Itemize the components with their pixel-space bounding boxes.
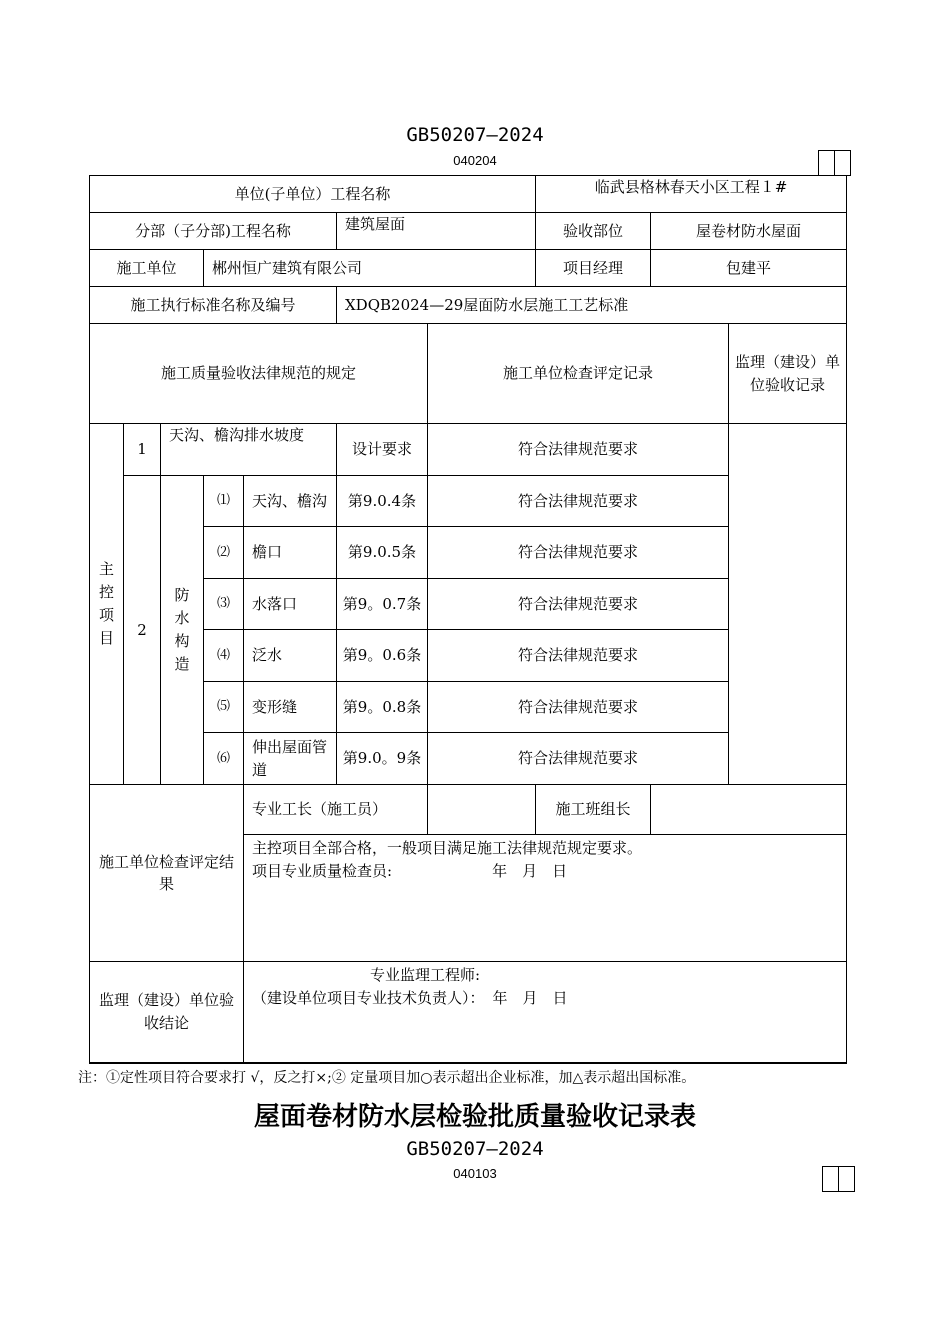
next-form-code: 040103 (453, 1166, 497, 1181)
subitem-clause: 第9.0.5条 (337, 527, 428, 579)
subitem-result: 符合法律规范要求 (428, 630, 729, 682)
project-label: 单位(子单位）工程名称 (90, 176, 536, 213)
next-standard-code: GB50207—2024 (406, 1138, 544, 1160)
subitem-name: 天沟、檐沟 (244, 476, 337, 527)
subdivision-label: 分部（子分部)工程名称 (90, 213, 337, 250)
next-checkbox-cells (822, 1166, 855, 1192)
supervisor-engineer-label: 专业监理工程师: (370, 966, 481, 984)
subitem-number: ⑶ (204, 579, 244, 630)
next-form-title: 屋面卷材防水层检验批质量验收记录表 (253, 1102, 696, 1132)
subitem-result: 符合法律规范要求 (428, 682, 729, 733)
standard-label: 施工执行标准名称及编号 (90, 287, 337, 324)
checkbox-cells (818, 150, 851, 176)
subitem-name: 伸出屋面管道 (244, 733, 337, 785)
acceptance-part-value: 屋卷材防水屋面 (651, 213, 847, 250)
contractor-label: 施工单位 (90, 250, 204, 287)
supervisor-record-cell (729, 424, 847, 785)
subitem-name: 檐口 (244, 527, 337, 579)
subitem-clause: 第9.0.4条 (337, 476, 428, 527)
subitem-result: 符合法律规范要求 (428, 579, 729, 630)
supervisor-record-column-header: 监理（建设）单位验收记录 (729, 324, 847, 424)
foreman-signature-cell (428, 785, 536, 835)
subitem-number: ⑷ (204, 630, 244, 682)
contractor-record-column-header: 施工单位检查评定记录 (428, 324, 729, 424)
contractor-value: 郴州恒广建筑有限公司 (204, 250, 536, 287)
subitem-result: 符合法律规范要求 (428, 733, 729, 785)
subitem-result: 符合法律规范要求 (428, 476, 729, 527)
item-requirement: 设计要求 (337, 424, 428, 476)
subitem-clause: 第9。0.6条 (337, 630, 428, 682)
subitem-number: ⑹ (204, 733, 244, 785)
subitem-clause: 第9。0.8条 (337, 682, 428, 733)
standard-value: XDQB2024—29屋面防水层施工工艺标准 (337, 287, 847, 324)
owner-representative-label: （建设单位项目专业技术负责人）： (252, 988, 485, 1007)
team-leader-label: 施工班组长 (536, 785, 651, 835)
evaluation-label: 施工单位检查评定结果 (90, 785, 244, 962)
team-leader-signature-cell (651, 785, 847, 835)
subitem-name: 变形缝 (244, 682, 337, 733)
footnote: 注：①定性项目符合要求打 √，反之打×;② 定量项目加○表示超出企业标准，加△表示超出国标准。 (78, 1070, 696, 1086)
date-mark: 年 月 日 (492, 861, 568, 880)
form-code: 040204 (453, 153, 497, 168)
inspector-label: 项目专业质量检查员: (252, 861, 393, 880)
main-control-label: 主控项目 (99, 559, 115, 648)
subitem-number: ⑵ (204, 527, 244, 579)
item-group-label: 防水构造 (174, 585, 190, 674)
item-number: 2 (124, 476, 161, 785)
subitem-clause: 第9。0.7条 (337, 579, 428, 630)
evaluation-text: 主控项目全部合格，一般项目满足施工法律规范规定要求。 (252, 839, 643, 857)
supervision-label: 监理（建设）单位验收结论 (90, 962, 244, 1063)
subitem-name: 泛水 (244, 630, 337, 682)
item-name: 天沟、檐沟排水坡度 (161, 424, 337, 476)
subitem-name: 水落口 (244, 579, 337, 630)
project-value: 临武县格林春天小区工程１# (536, 176, 847, 213)
subitem-number: ⑴ (204, 476, 244, 527)
acceptance-record-table (89, 175, 847, 1064)
item-result: 符合法律规范要求 (428, 424, 729, 476)
acceptance-part-label: 验收部位 (536, 213, 651, 250)
subdivision-value: 建筑屋面 (337, 213, 536, 250)
regulations-column-header: 施工质量验收法律规范的规定 (90, 324, 428, 424)
subitem-number: ⑸ (204, 682, 244, 733)
subitem-result: 符合法律规范要求 (428, 527, 729, 579)
item-number: 1 (124, 424, 161, 476)
date-mark: 年 月 日 (492, 988, 568, 1007)
project-manager-label: 项目经理 (536, 250, 651, 287)
subitem-clause: 第9.0。9条 (337, 733, 428, 785)
foreman-label: 专业工长（施工员） (244, 785, 428, 835)
standard-code-heading: GB50207—2024 (406, 124, 544, 146)
project-manager-value: 包建平 (651, 250, 847, 287)
